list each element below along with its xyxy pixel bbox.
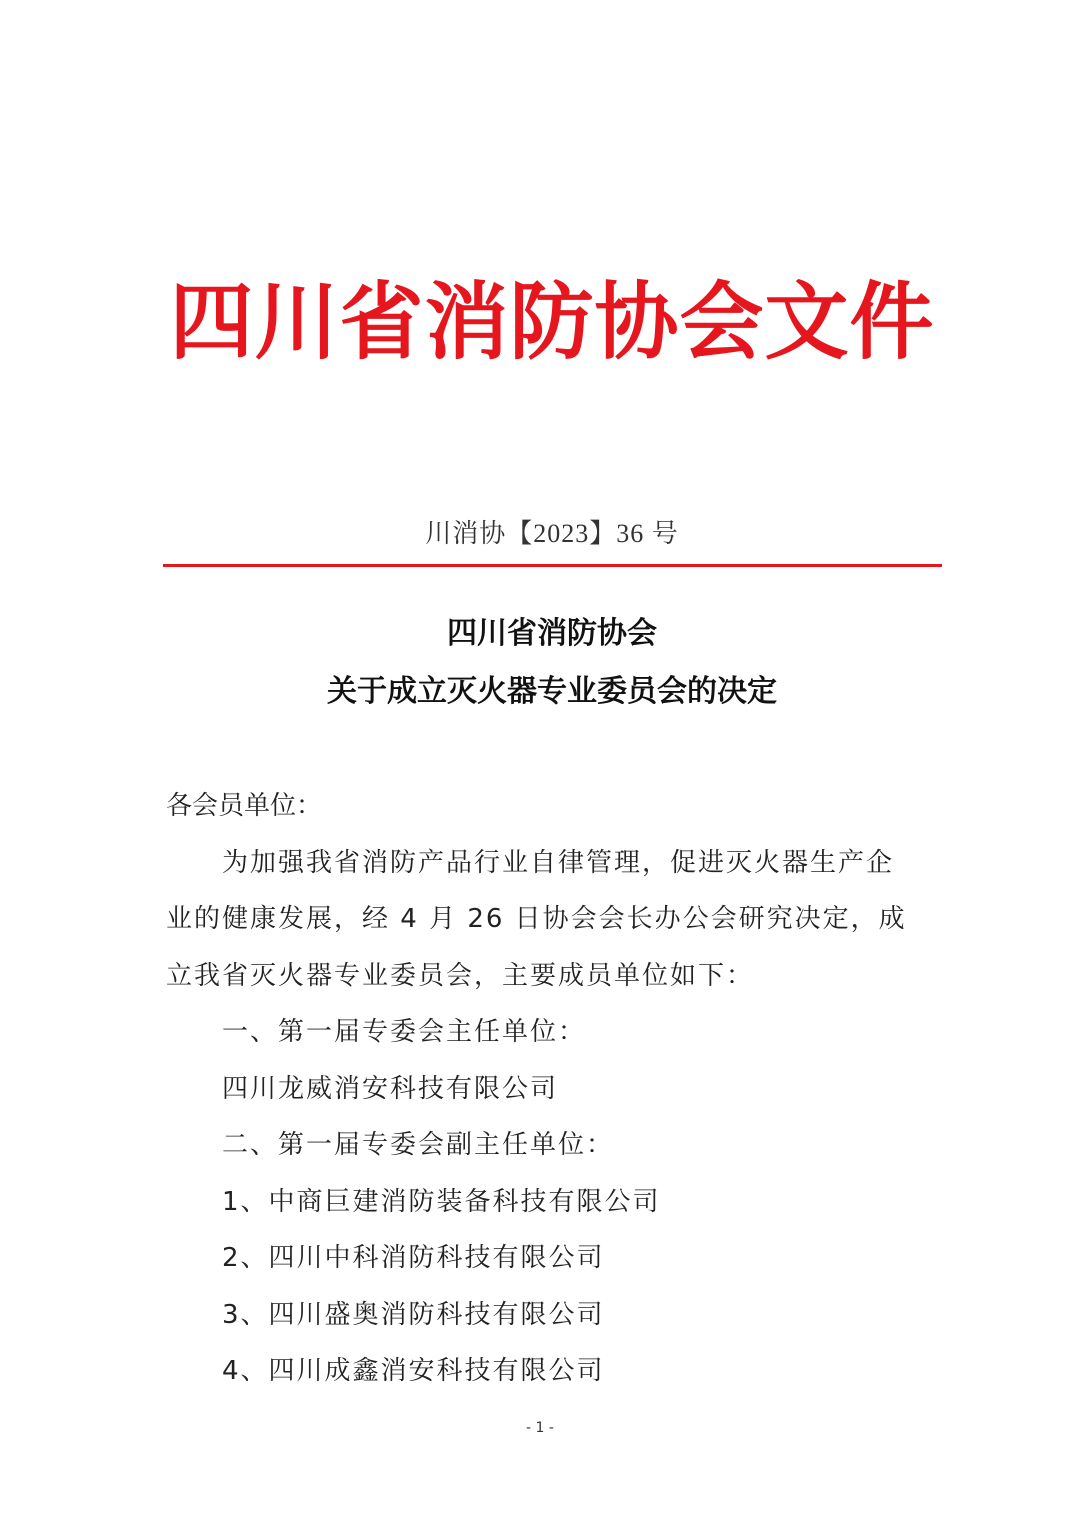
list-item: 4、四川成鑫消安科技有限公司 [222, 1356, 605, 1386]
salutation: 各会员单位： [166, 791, 323, 821]
red-divider [163, 564, 942, 567]
paragraph-line: 为加强我省消防产品行业自律管理，促进灭火器生产企 [222, 848, 895, 878]
list-item: 四川龙威消安科技有限公司 [222, 1074, 559, 1104]
list-item: 2、四川中科消防科技有限公司 [222, 1243, 605, 1273]
paragraph-line: 立我省灭火器专业委员会，主要成员单位如下： [166, 961, 755, 991]
document-title-line-1: 四川省消防协会 [447, 616, 657, 651]
list-item: 1、中商巨建消防装备科技有限公司 [222, 1187, 661, 1217]
document-number: 川消协【2023】36 号 [425, 519, 679, 548]
list-item: 3、四川盛奥消防科技有限公司 [222, 1300, 605, 1330]
document-masthead: 四川省消防协会文件 [169, 272, 935, 371]
section-heading-director: 一、第一届专委会主任单位： [222, 1017, 587, 1047]
document-title-line-2: 关于成立灭火器专业委员会的决定 [327, 674, 777, 709]
paragraph-line: 业的健康发展，经 4 月 26 日协会会长办公会研究决定，成 [166, 904, 907, 934]
section-heading-vice-director: 二、第一届专委会副主任单位： [222, 1130, 615, 1160]
page-number: - 1 - [526, 1420, 554, 1436]
